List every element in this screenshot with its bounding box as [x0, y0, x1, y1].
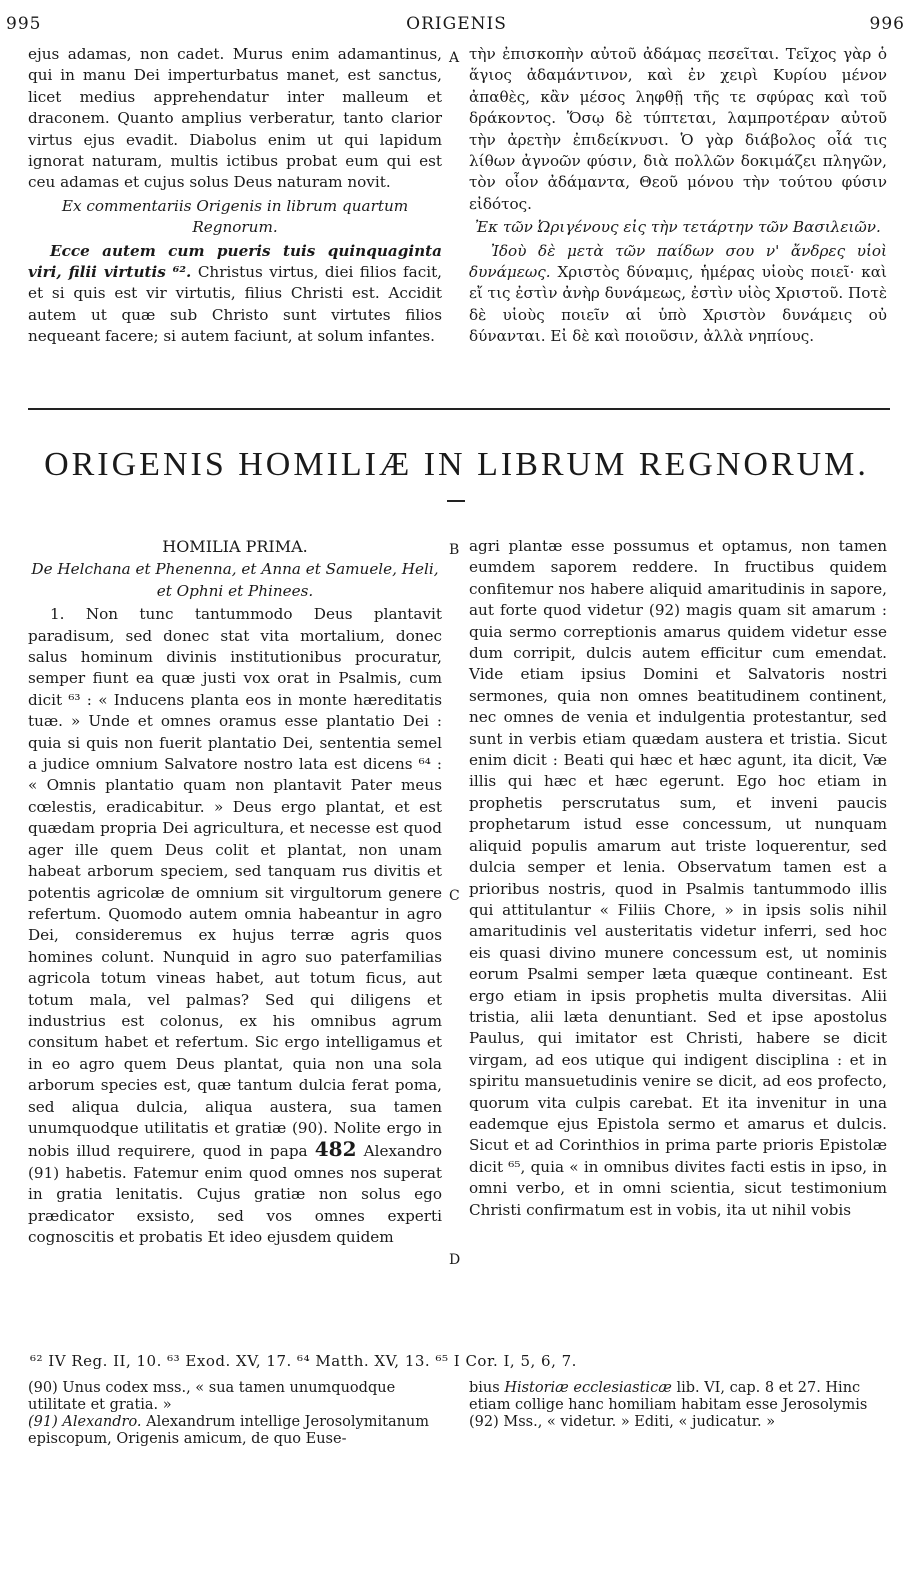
homily-text: agri plantæ esse possumus et optamus, non tamen eumdem saporem reddere. In fructibus quidem confitemur nos habere aliquid amaritudinis in sapore, aut forte quod videtur (92) magis quam sit amarum : quia sermo correptionis amarus quidem videtur esse dum corripit, dulcis autem efficitur cum emendat. Vide etiam ipsius Domini et Salvatoris nostri sermones, quia non omnes beatitudinem continent, nec omnes de venia et indulgentia protestantur, sed sunt in verbis etiam quædam austera et tristia. Sicut enim dicit : Beati qui hæc et hæc agunt, ita dicit, Væ illis qui hæc et hæc egerunt. Ego hoc etiam in prophetis perscrutatus sum, et inveni paucis prophetarum istud esse concessum, ut nunquam aliquid populis amarum aut triste loquerentur, sed dulcia semper et lenia. Observatum tamen est a prioribus nostris, quod in Psalmis tantummodo illis qui attitulantur « Filiis Chore, » in ipsis solis nihil amaritudinis vel austeritatis videtur inferri, sed hoc eis quasi divino munere concessum est, ut nominis eorum Psalmi semper læta quæque contineant. Est ergo etiam in ipsis prophetis multa diversitas. Alii tristia, alii læta denuntiant. Sed et ipse apostolus Paulus, qui imitator est Christi, habere se dicit virgam, ad eos utique qui indigent disciplina : et in spiritu mansuetudinis venire se dicit, ad eos profecto, quorum vita culpis carebat. Et ita invenitur in una eademque ejus Epistola sermo et amarus et dulcis. Sicut et ad Corinthios in prima parte prioris Epistolæ dicit ⁶⁵, quia « in omnibus divites facti estis in ipso, in omni verbo, et in omni scientia, sicut testimonium Christi confirmatum est in vobis, ita ut nihil vobis: [469, 537, 887, 1219]
margin-marker: A: [449, 50, 460, 66]
footnote-italic: Historiæ ecclesiasticæ: [504, 1380, 672, 1396]
homily-right-column: [469, 536, 887, 1221]
greek-text: Χριστὸς δύναμις, ἡμέρας υἱοὺς ποιεῖ· καὶ εἴ τις ἐστὶν ἀνὴρ δυνάμεως, ἐστὶν υἱὸς Χριστοῦ. Ποτὲ δὲ υἱοὺς ποιεῖν αἱ ὑπὸ Χριστὸν δυνάμεις οὐ δύνανται. Εἰ δὲ καὶ ποιοῦσιν, ἀλλὰ νηπίους.: [469, 263, 888, 346]
greek-lemma: Ἰδοὺ δὲ μετὰ τῶν παίδων σου ν' ἄνδρες υἱοὶ δυνάμεως.: [469, 241, 887, 282]
footnote: (90) Unus codex mss., « sua tamen unumquodque utilitate et gratia. »: [28, 1380, 396, 1413]
footnote-text: Alexandrum intellige Jerosolymitanum episcopum, Origenis amicum, de quo Euse-: [28, 1414, 430, 1447]
footnote-text: lib. VI, cap. 8 et 27. Hinc etiam collige hanc homiliam habitam esse Jerosolymis: [469, 1380, 868, 1413]
page-marker: 482: [314, 1137, 357, 1162]
greek-paragraph: [469, 241, 887, 348]
page-number-right: 996: [869, 14, 905, 34]
greek-caption: Ἐκ τῶν Ὠριγένους εἰς τὴν τετάρτην τῶν Βασιλειῶν.: [475, 218, 881, 237]
greek-paragraph: τὴν ἐπισκοπὴν αὐτοῦ ἀδάμας πεσεῖται. Τεῖχος γὰρ ὁ ἅγιος ἀδαμάντινον, καὶ ἐν χειρὶ Κυρίου μένον ἀπαθὲς, κἂν μέσος ληφθῇ τῆς τε σφύρας καὶ τοῦ δράκοντος. Ὅσῳ δὲ τύπτεται, λαμπροτέραν αὐτοῦ τὴν ἀρετὴν ἐπιδείκνυσι. Ὁ γὰρ διάβολος οἷά τις λίθων ἀγνοῶν φύσιν, διὰ πολλῶν δοκιμάζει πληγῶν, τὸν οἷον ἀδάμαντα, Θεοῦ μόνου τὴν τούτου φύσιν εἰδότος.: [469, 45, 887, 213]
title-dash: [447, 500, 465, 502]
scripture-references: ⁶² IV Reg. II, 10. ⁶³ Exod. XV, 17. ⁶⁴ Matth. XV, 13. ⁶⁵ I Cor. I, 5, 6, 7.: [30, 1352, 577, 1370]
footnote: [469, 1380, 887, 1414]
footnotes-left: [28, 1380, 442, 1448]
footnotes-right: [469, 1380, 887, 1431]
margin-marker: D: [449, 1252, 461, 1268]
homily-text: Alexandro (91) habetis. Fatemur enim quod omnes nos superat in gratia lenitatis. Cujus gratiæ non solus ego prædicator exsisto, sed vos omnes experti cognoscitis et probatis Et ideo ejusdem quidem: [28, 1142, 443, 1246]
margin-marker: B: [449, 542, 460, 558]
footnote: [28, 1414, 442, 1448]
homily-heading: HOMILIA PRIMA.: [162, 537, 308, 556]
latin-caption: Ex commentariis Origenis in librum quartum Regnorum.: [61, 196, 409, 237]
margin-marker: C: [449, 888, 460, 904]
latin-lemma: Ecce autem cum pueris tuis quinquaginta viri, filii virtutis ⁶².: [28, 241, 442, 282]
footnote-text: bius: [469, 1380, 500, 1396]
latin-paragraph: [28, 241, 442, 348]
divider: [28, 408, 890, 410]
footnote: (92) Mss., « videtur. » Editi, « judicatur. »: [469, 1414, 776, 1430]
latin-text: Christus virtus, diei filios facit, et si quis est vir virtutis, filius Christi est. Accidit autem ut quæ sub Christo sunt virtutes filios nequeant facere; si autem faciunt, at solum infantes.: [28, 263, 443, 346]
homily-left-column: [28, 536, 442, 1248]
top-latin-column: [28, 44, 442, 348]
homily-text: 1. Non tunc tantummodo Deus plantavit paradisum, sed donec stat vita mortalium, donec salus hominum divinis institutionibus procuratur, semper fiunt ea quæ justi vox orat in Psalmis, cum dicit ⁶³ : « Inducens planta eos in monte hæreditatis tuæ. » Unde et omnes oramus esse plantatio Dei : quia si quis non fuerit plantatio Dei, sententia semel a judice omnium Salvatore nostro lata est dicens ⁶⁴ : « Omnis plantatio quam non plantavit Pater meus cœlestis, eradicabitur. » Deus ergo plantat, et est quædam propria Dei agricultura, et necesse est quod ager ille quem Deus colit et plantat, non unam habeat arborum speciem, sed tanquam rus divitis et potentis agricolæ de omnium sit virgultorum genere refertum. Quomodo autem omnia habeantur in agro Dei, consideremus ex hujus terræ agris quos homines colunt. Nunquid in agro suo paterfamilias agricola totum vineas habet, aut totum ficus, aut totum mala, vel palmas? Sed qui diligens et industrius est colonus, ex his omnibus agrum consitum habet et refertum. Sic ergo intelligamus et in eo agro quem Deus plantat, quia non una sola arborum species est, quæ tantum dulcia ferat poma, sed aliqua dulcia, aliqua austera, sua tamen unumquodque utilitatis et gratiæ (90). Nolite ergo in nobis illud requirere, quod in papa: [28, 605, 442, 1161]
homily-subheading: De Helchana et Phenenna, et Anna et Samuele, Heli, et Ophni et Phinees.: [31, 560, 439, 600]
main-title: ORIGENIS HOMILIÆ IN LIBRUM REGNORUM.: [44, 446, 869, 483]
running-head: ORIGENIS: [406, 14, 507, 34]
top-greek-column: [469, 44, 887, 348]
homily-paragraph: [28, 604, 442, 1248]
latin-paragraph: ejus adamas, non cadet. Murus enim adamantinus, qui in manu Dei imperturbatus manet, est sanctus, licet medius apprehendatur inter malleum et draconem. Quanto amplius verberatur, tanto clarior virtus ejus evadit. Diabolus enim ut qui lapidum ignorat naturam, multis ictibus probat eum qui est ceu adamas et cujus solus Deus naturam novit.: [28, 45, 442, 192]
page-number-left: 995: [6, 14, 42, 34]
footnote-label: (91) Alexandro.: [28, 1414, 142, 1430]
